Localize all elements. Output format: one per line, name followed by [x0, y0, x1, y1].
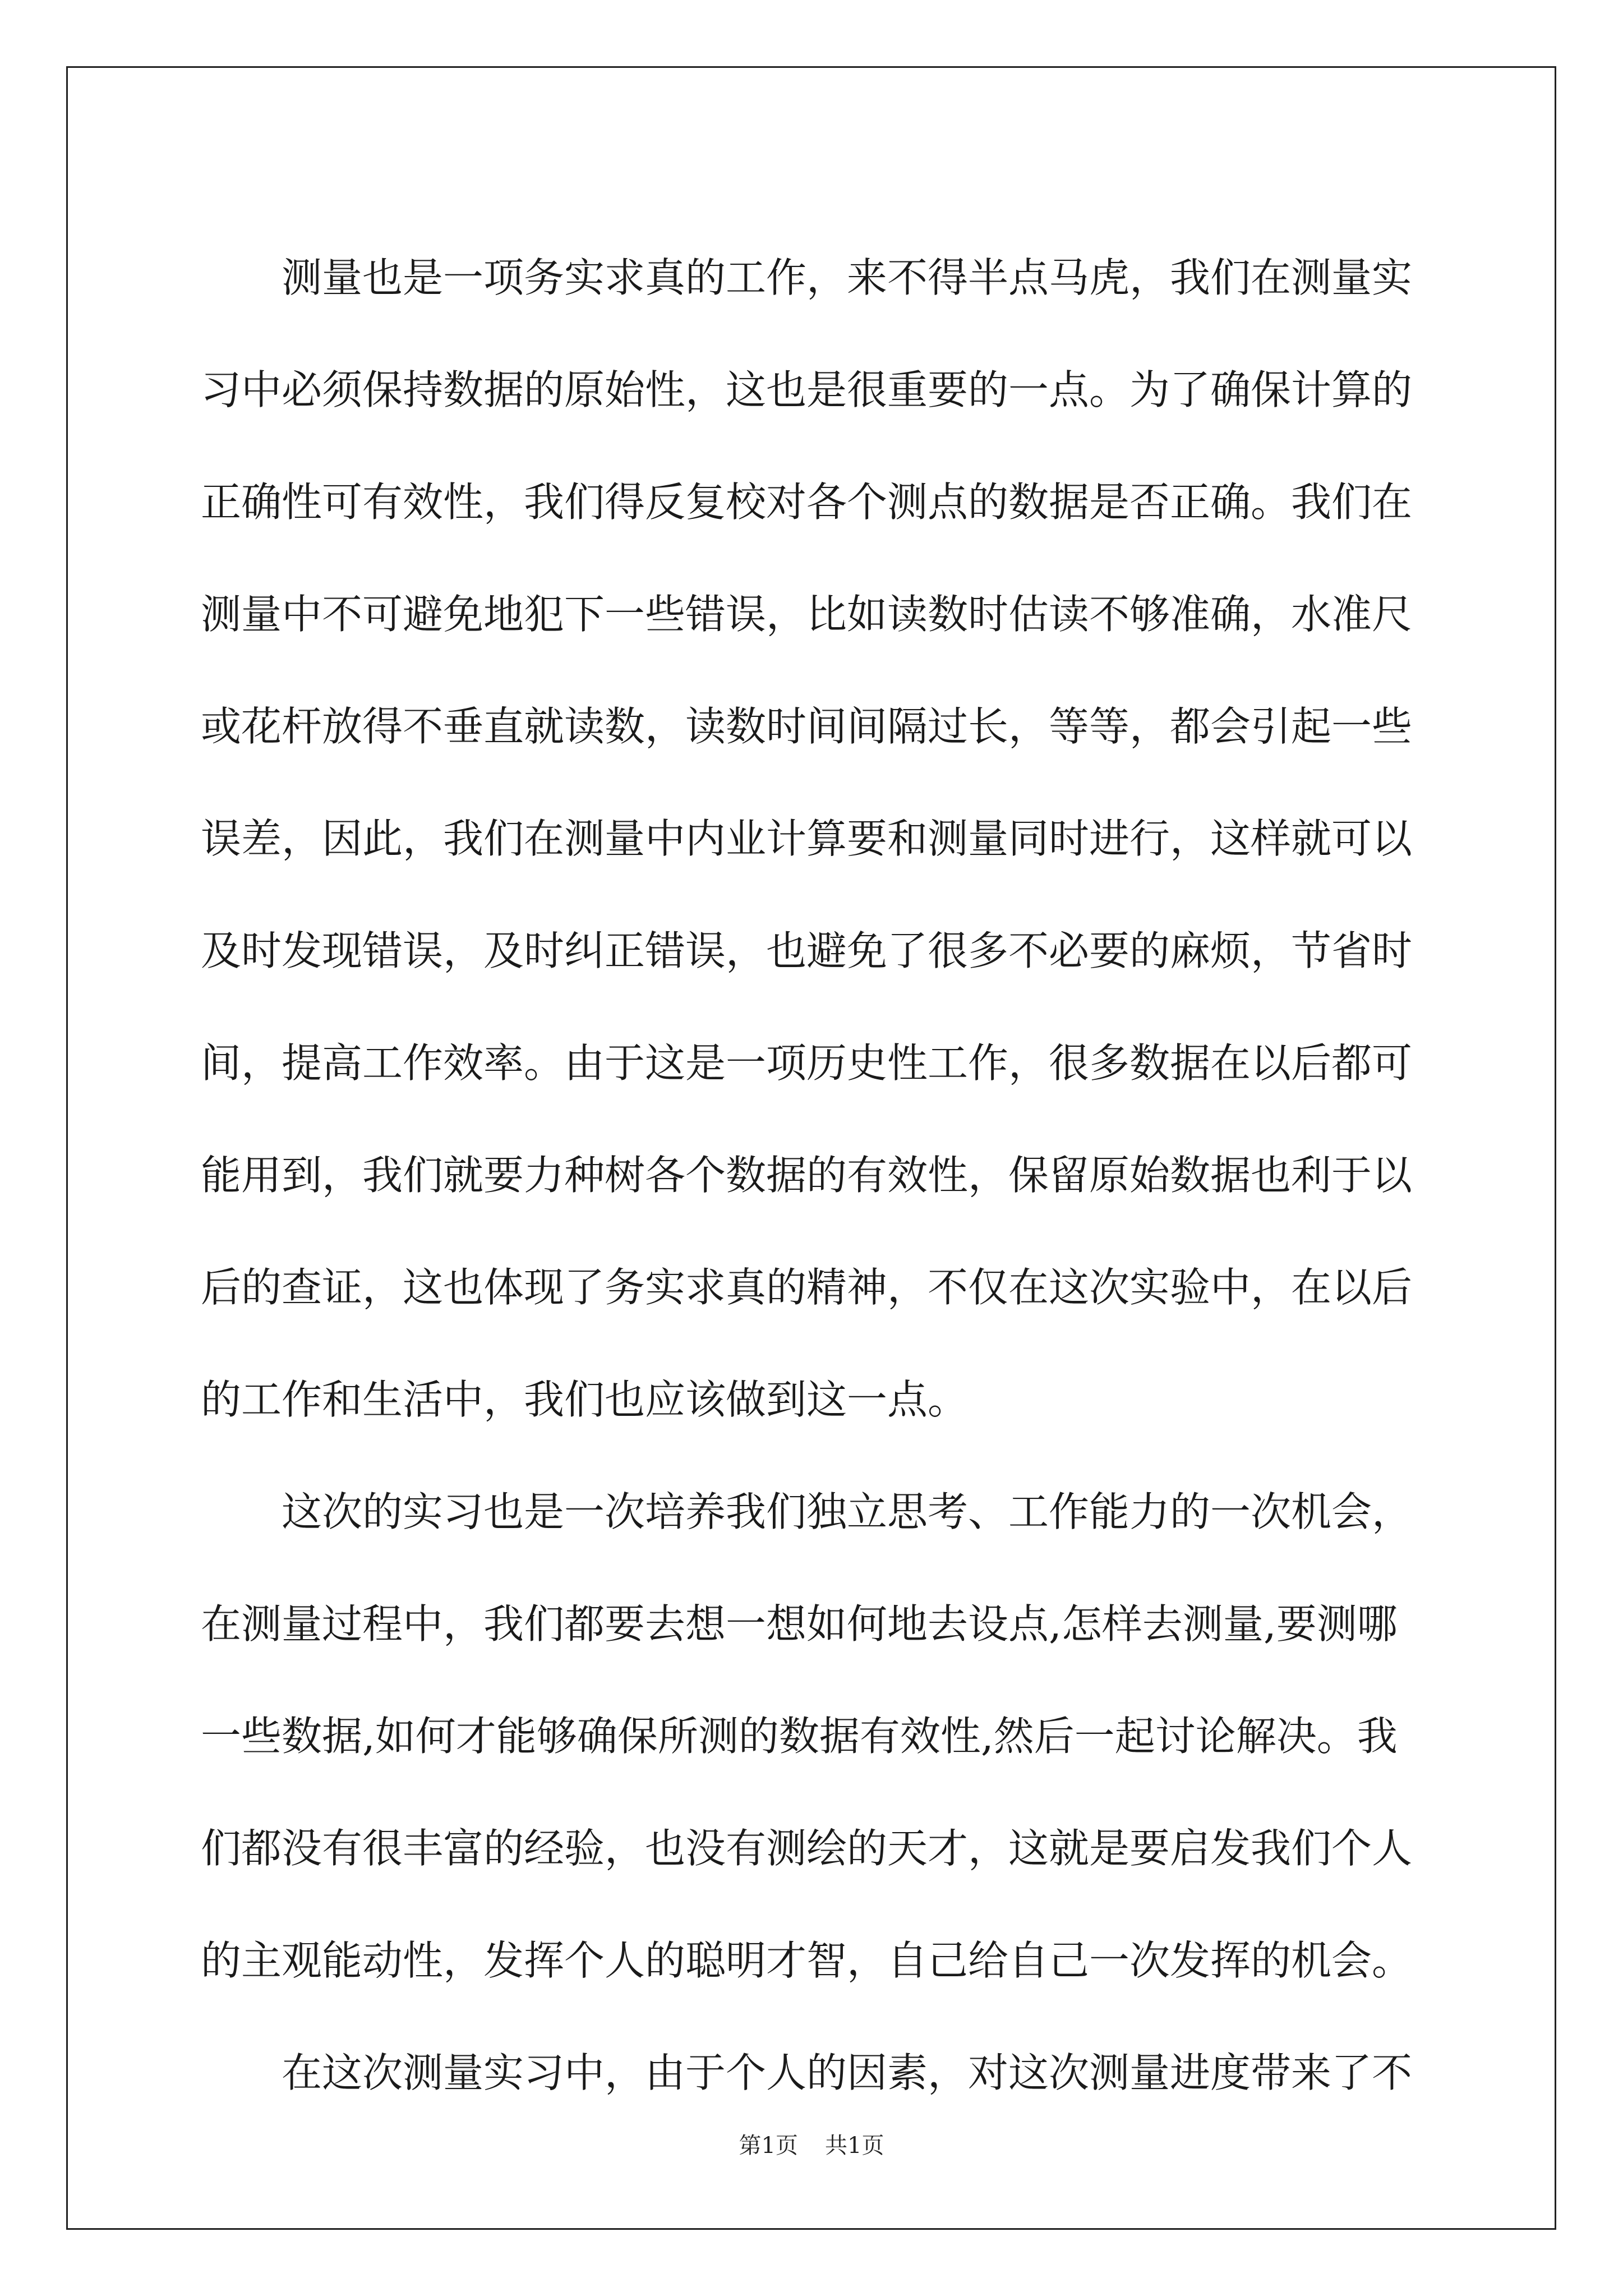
text-line: 或花杆放得不垂直就读数，读数时间间隔过长，等等，都会引起一些	[201, 703, 1413, 750]
text-line: 一些数据,如何才能够确保所测的数据有效性,然后一起讨论解决。我	[201, 1713, 1398, 1760]
text-line: 的主观能动性，发挥个人的聪明才智，自己给自己一次发挥的机会。	[201, 1937, 1413, 1984]
page-number: 第1页	[739, 2133, 798, 2159]
text-line: 间，提高工作效率。由于这是一项历史性工作，很多数据在以后都可	[201, 1039, 1413, 1087]
text-line: 习中必须保持数据的原始性，这也是很重要的一点。为了确保计算的	[201, 366, 1413, 413]
document-body	[201, 222, 1435, 2129]
text-line: 这次的实习也是一次培养我们独立思考、工作能力的一次机会，	[201, 1488, 1413, 1535]
text-line: 测量也是一项务实求真的工作，来不得半点马虎，我们在测量实	[201, 254, 1413, 301]
text-line: 的工作和生活中，我们也应该做到这一点。	[201, 1376, 969, 1423]
text-line: 测量中不可避免地犯下一些错误，比如读数时估读不够准确，水准尺	[201, 591, 1413, 638]
text-line: 及时发现错误，及时纠正错误，也避免了很多不必要的麻烦，节省时	[201, 927, 1413, 974]
text-line: 正确性可有效性，我们得反复校对各个测点的数据是否正确。我们在	[201, 478, 1413, 526]
text-line: 在测量过程中，我们都要去想一想如何地去设点,怎样去测量,要测哪	[201, 1600, 1398, 1648]
text-line: 在这次测量实习中，由于个人的因素，对这次测量进度带来了不	[201, 2049, 1413, 2096]
text-line: 能用到，我们就要力种树各个数据的有效性，保留原始数据也利于以	[201, 1152, 1413, 1199]
text-line: 后的查证，这也体现了务实求真的精神，不仅在这次实验中，在以后	[201, 1264, 1413, 1311]
page-total: 共1页	[825, 2133, 884, 2159]
text-line: 误差，因此，我们在测量中内业计算要和测量同时进行，这样就可以	[201, 815, 1413, 862]
page-footer	[0, 2129, 1623, 2162]
text-line: 们都没有很丰富的经验，也没有测绘的天才，这就是要启发我们个人	[201, 1825, 1413, 1872]
